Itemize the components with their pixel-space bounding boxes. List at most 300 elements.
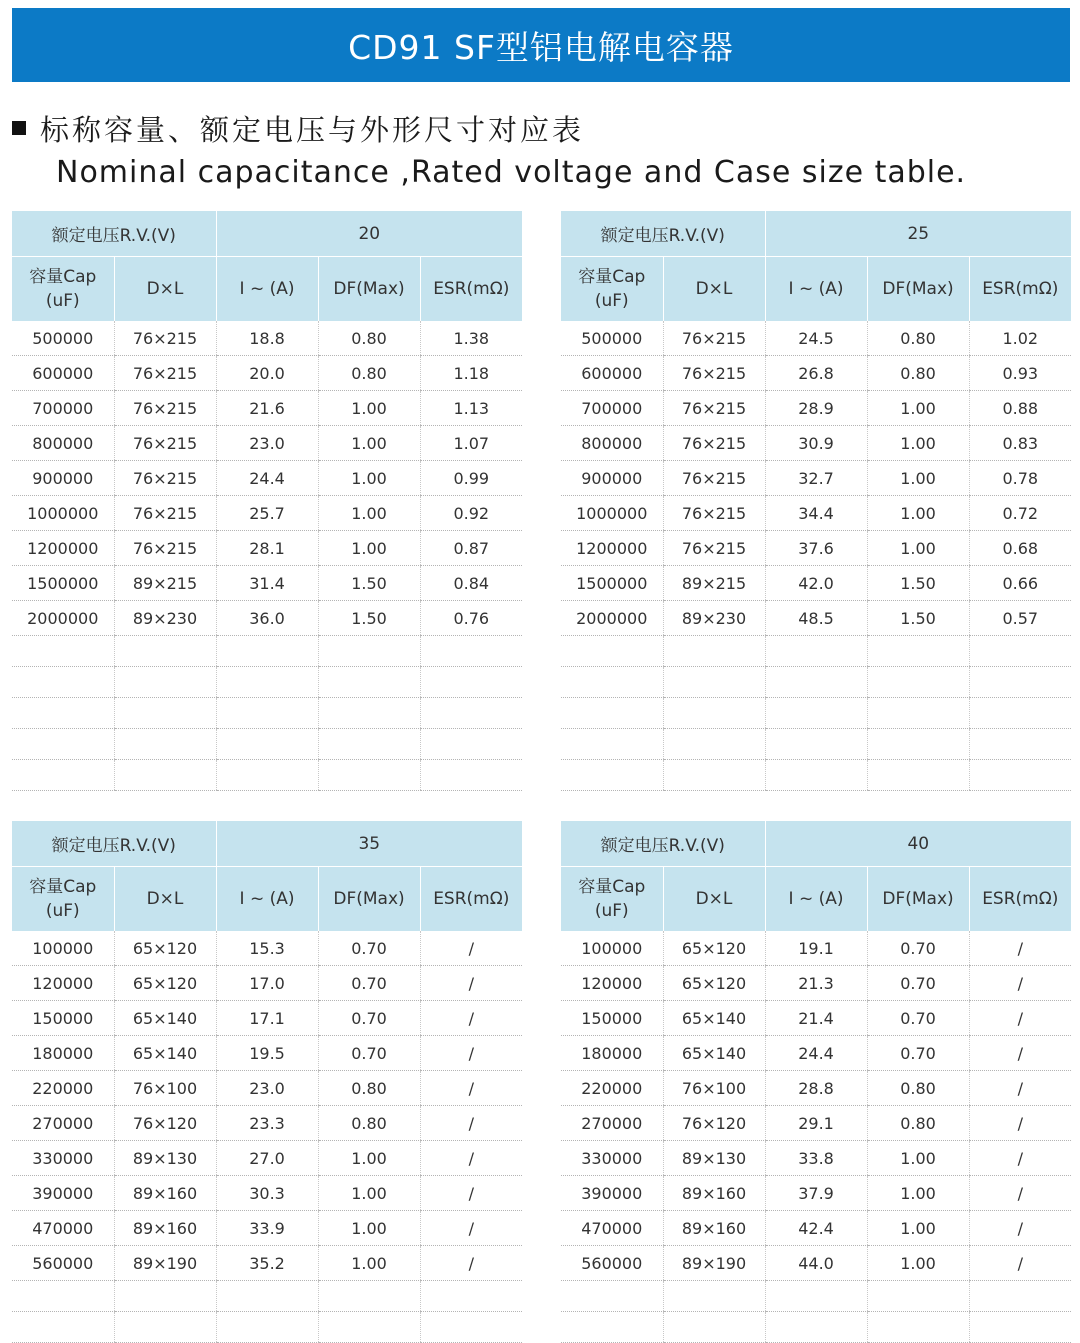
esr-column-header: ESR(mΩ) xyxy=(969,867,1071,932)
cap-cell: 100000 xyxy=(561,931,663,966)
empty-cell xyxy=(969,1281,1071,1312)
current-cell: 18.8 xyxy=(216,321,318,356)
df-cell: 1.00 xyxy=(318,1176,420,1211)
current-cell: 24.4 xyxy=(216,461,318,496)
cap-column-header xyxy=(12,257,114,322)
empty-cell xyxy=(216,1312,318,1343)
empty-cell xyxy=(969,760,1071,791)
current-cell: 28.9 xyxy=(765,391,867,426)
esr-cell: / xyxy=(420,1176,522,1211)
df-cell: 1.00 xyxy=(867,1211,969,1246)
dxl-cell: 89×230 xyxy=(663,601,765,636)
table-row xyxy=(561,931,1071,966)
dxl-cell: 89×190 xyxy=(663,1246,765,1281)
table-row xyxy=(561,321,1071,356)
empty-cell xyxy=(867,1312,969,1343)
rated-voltage-value: 35 xyxy=(216,821,522,867)
current-cell: 21.4 xyxy=(765,1001,867,1036)
dxl-cell: 76×215 xyxy=(114,461,216,496)
current-cell: 15.3 xyxy=(216,931,318,966)
cap-cell: 560000 xyxy=(12,1246,114,1281)
empty-cell xyxy=(12,698,114,729)
cap-cell: 600000 xyxy=(561,356,663,391)
df-cell: 0.70 xyxy=(867,931,969,966)
dxl-cell: 65×120 xyxy=(114,931,216,966)
dxl-cell: 65×140 xyxy=(663,1001,765,1036)
df-cell: 1.00 xyxy=(867,1246,969,1281)
table-row xyxy=(12,1106,522,1141)
dxl-cell: 89×130 xyxy=(114,1141,216,1176)
current-column-header: I ~ (A) xyxy=(216,257,318,322)
cap-cell: 180000 xyxy=(12,1036,114,1071)
esr-cell: / xyxy=(420,966,522,1001)
dxl-column-header: D×L xyxy=(663,257,765,322)
dxl-cell: 76×215 xyxy=(663,391,765,426)
table-row xyxy=(561,601,1071,636)
cap-cell: 600000 xyxy=(12,356,114,391)
voltage-header-row xyxy=(561,821,1071,867)
df-cell: 1.50 xyxy=(867,601,969,636)
rated-voltage-label: 额定电压R.V.(V) xyxy=(12,821,216,867)
empty-cell xyxy=(114,636,216,667)
cap-cell: 150000 xyxy=(561,1001,663,1036)
empty-cell xyxy=(561,760,663,791)
empty-row xyxy=(12,729,522,760)
current-cell: 30.3 xyxy=(216,1176,318,1211)
voltage-header-row xyxy=(12,821,522,867)
empty-cell xyxy=(561,1312,663,1343)
current-cell: 17.0 xyxy=(216,966,318,1001)
current-cell: 48.5 xyxy=(765,601,867,636)
current-cell: 21.6 xyxy=(216,391,318,426)
title-banner xyxy=(12,8,1070,82)
empty-cell xyxy=(114,729,216,760)
esr-cell: / xyxy=(420,1246,522,1281)
empty-cell xyxy=(420,636,522,667)
current-cell: 17.1 xyxy=(216,1001,318,1036)
column-header-row xyxy=(561,867,1071,932)
cap-cell: 330000 xyxy=(12,1141,114,1176)
empty-cell xyxy=(114,667,216,698)
empty-row xyxy=(12,667,522,698)
dxl-cell: 76×215 xyxy=(114,391,216,426)
esr-cell: / xyxy=(969,1036,1071,1071)
esr-cell: / xyxy=(420,1141,522,1176)
table-row xyxy=(12,931,522,966)
dxl-cell: 89×160 xyxy=(663,1176,765,1211)
empty-cell xyxy=(561,667,663,698)
cap-header-line2: (uF) xyxy=(594,901,629,921)
df-cell: 0.80 xyxy=(318,356,420,391)
table-row xyxy=(12,601,522,636)
empty-cell xyxy=(663,760,765,791)
esr-cell: / xyxy=(969,966,1071,1001)
table-row xyxy=(12,496,522,531)
current-cell: 23.3 xyxy=(216,1106,318,1141)
esr-cell: / xyxy=(420,1001,522,1036)
esr-cell: 0.78 xyxy=(969,461,1071,496)
esr-cell: 0.57 xyxy=(969,601,1071,636)
current-cell: 20.0 xyxy=(216,356,318,391)
empty-cell xyxy=(318,636,420,667)
empty-row xyxy=(12,1281,522,1312)
dxl-cell: 76×215 xyxy=(663,496,765,531)
cap-cell: 1200000 xyxy=(12,531,114,566)
cap-cell: 100000 xyxy=(12,931,114,966)
esr-cell: / xyxy=(969,1246,1071,1281)
cap-column-header xyxy=(561,257,663,322)
df-cell: 1.00 xyxy=(867,1176,969,1211)
esr-cell: / xyxy=(420,1106,522,1141)
current-cell: 35.2 xyxy=(216,1246,318,1281)
dxl-cell: 76×215 xyxy=(114,321,216,356)
current-cell: 31.4 xyxy=(216,566,318,601)
table-row xyxy=(12,1071,522,1106)
table-row xyxy=(561,1211,1071,1246)
empty-row xyxy=(12,1312,522,1343)
current-cell: 27.0 xyxy=(216,1141,318,1176)
current-cell: 34.4 xyxy=(765,496,867,531)
cap-cell: 120000 xyxy=(12,966,114,1001)
esr-cell: 1.38 xyxy=(420,321,522,356)
empty-cell xyxy=(663,636,765,667)
rated-voltage-label: 额定电压R.V.(V) xyxy=(561,211,765,257)
table-row xyxy=(561,426,1071,461)
dxl-cell: 65×120 xyxy=(114,966,216,1001)
current-cell: 32.7 xyxy=(765,461,867,496)
table-row xyxy=(12,321,522,356)
table-row xyxy=(12,461,522,496)
dxl-cell: 76×215 xyxy=(663,531,765,566)
voltage-table-25 xyxy=(561,211,1071,791)
empty-row xyxy=(12,698,522,729)
esr-cell: 0.83 xyxy=(969,426,1071,461)
cap-cell: 220000 xyxy=(561,1071,663,1106)
empty-cell xyxy=(765,1312,867,1343)
dxl-cell: 76×215 xyxy=(663,461,765,496)
cap-cell: 270000 xyxy=(12,1106,114,1141)
empty-cell xyxy=(216,636,318,667)
current-cell: 42.0 xyxy=(765,566,867,601)
esr-column-header: ESR(mΩ) xyxy=(420,867,522,932)
cap-cell: 390000 xyxy=(12,1176,114,1211)
cap-column-header xyxy=(12,867,114,932)
current-cell: 33.8 xyxy=(765,1141,867,1176)
dxl-cell: 76×215 xyxy=(114,426,216,461)
cap-cell: 1000000 xyxy=(12,496,114,531)
empty-cell xyxy=(765,636,867,667)
df-cell: 1.50 xyxy=(318,566,420,601)
empty-cell xyxy=(318,760,420,791)
table-row xyxy=(12,1141,522,1176)
df-cell: 0.70 xyxy=(318,966,420,1001)
empty-cell xyxy=(663,667,765,698)
square-bullet-icon xyxy=(12,121,26,135)
cap-cell: 270000 xyxy=(561,1106,663,1141)
empty-row xyxy=(561,698,1071,729)
table-row xyxy=(561,1106,1071,1141)
cap-cell: 330000 xyxy=(561,1141,663,1176)
empty-cell xyxy=(420,1312,522,1343)
dxl-cell: 89×190 xyxy=(114,1246,216,1281)
empty-row xyxy=(561,760,1071,791)
dxl-cell: 76×100 xyxy=(663,1071,765,1106)
dxl-cell: 89×160 xyxy=(663,1211,765,1246)
cap-header-line1: 容量Cap xyxy=(29,267,97,287)
column-header-row xyxy=(561,257,1071,322)
current-cell: 26.8 xyxy=(765,356,867,391)
df-cell: 1.00 xyxy=(867,531,969,566)
empty-cell xyxy=(318,1281,420,1312)
df-column-header: DF(Max) xyxy=(318,867,420,932)
empty-cell xyxy=(216,1281,318,1312)
empty-cell xyxy=(561,1281,663,1312)
cap-cell: 500000 xyxy=(561,321,663,356)
cap-cell: 1000000 xyxy=(561,496,663,531)
empty-row xyxy=(561,1312,1071,1343)
current-cell: 19.5 xyxy=(216,1036,318,1071)
esr-cell: / xyxy=(969,1001,1071,1036)
column-header-row xyxy=(12,867,522,932)
cap-cell: 800000 xyxy=(561,426,663,461)
empty-cell xyxy=(318,667,420,698)
cap-cell: 470000 xyxy=(12,1211,114,1246)
voltage-table-40 xyxy=(561,821,1071,1343)
esr-cell: 0.72 xyxy=(969,496,1071,531)
df-cell: 0.80 xyxy=(318,1106,420,1141)
voltage-header-row xyxy=(12,211,522,257)
voltage-table-20 xyxy=(12,211,522,791)
df-cell: 1.00 xyxy=(867,496,969,531)
table-row xyxy=(12,1001,522,1036)
cap-cell: 2000000 xyxy=(561,601,663,636)
df-cell: 0.70 xyxy=(318,1001,420,1036)
empty-cell xyxy=(216,729,318,760)
df-cell: 0.80 xyxy=(867,1071,969,1106)
current-cell: 21.3 xyxy=(765,966,867,1001)
cap-cell: 150000 xyxy=(12,1001,114,1036)
cap-header-line2: (uF) xyxy=(594,291,629,311)
empty-cell xyxy=(216,667,318,698)
current-cell: 44.0 xyxy=(765,1246,867,1281)
df-column-header: DF(Max) xyxy=(867,867,969,932)
empty-row xyxy=(561,667,1071,698)
df-cell: 0.80 xyxy=(867,321,969,356)
current-cell: 30.9 xyxy=(765,426,867,461)
empty-cell xyxy=(969,1312,1071,1343)
esr-cell: / xyxy=(969,1176,1071,1211)
esr-cell: / xyxy=(420,1071,522,1106)
dxl-cell: 65×140 xyxy=(114,1036,216,1071)
empty-cell xyxy=(12,729,114,760)
voltage-table-35 xyxy=(12,821,522,1343)
esr-cell: 0.88 xyxy=(969,391,1071,426)
esr-cell: 0.76 xyxy=(420,601,522,636)
df-cell: 0.80 xyxy=(318,1071,420,1106)
cap-cell: 900000 xyxy=(561,461,663,496)
current-cell: 24.5 xyxy=(765,321,867,356)
empty-row xyxy=(561,636,1071,667)
cap-cell: 2000000 xyxy=(12,601,114,636)
esr-cell: 0.84 xyxy=(420,566,522,601)
esr-column-header: ESR(mΩ) xyxy=(420,257,522,322)
current-cell: 19.1 xyxy=(765,931,867,966)
dxl-cell: 89×230 xyxy=(114,601,216,636)
empty-cell xyxy=(969,636,1071,667)
esr-cell: 1.02 xyxy=(969,321,1071,356)
cap-cell: 700000 xyxy=(12,391,114,426)
empty-cell xyxy=(867,636,969,667)
cap-cell: 1200000 xyxy=(561,531,663,566)
esr-cell: / xyxy=(969,1141,1071,1176)
esr-cell: / xyxy=(969,1211,1071,1246)
empty-cell xyxy=(663,1312,765,1343)
current-cell: 29.1 xyxy=(765,1106,867,1141)
dxl-column-header: D×L xyxy=(663,867,765,932)
df-column-header: DF(Max) xyxy=(318,257,420,322)
dxl-cell: 76×215 xyxy=(663,356,765,391)
cap-cell: 180000 xyxy=(561,1036,663,1071)
empty-cell xyxy=(867,698,969,729)
empty-cell xyxy=(663,698,765,729)
df-cell: 0.80 xyxy=(318,321,420,356)
current-cell: 36.0 xyxy=(216,601,318,636)
empty-cell xyxy=(561,698,663,729)
cap-cell: 470000 xyxy=(561,1211,663,1246)
cap-cell: 1500000 xyxy=(12,566,114,601)
dxl-cell: 65×140 xyxy=(663,1036,765,1071)
table-row xyxy=(12,356,522,391)
table-row xyxy=(12,966,522,1001)
table-row xyxy=(12,531,522,566)
esr-cell: / xyxy=(420,931,522,966)
empty-cell xyxy=(765,760,867,791)
empty-row xyxy=(561,729,1071,760)
table-row xyxy=(561,1071,1071,1106)
empty-cell xyxy=(765,667,867,698)
cap-cell: 120000 xyxy=(561,966,663,1001)
empty-cell xyxy=(318,729,420,760)
dxl-cell: 76×120 xyxy=(114,1106,216,1141)
table-row xyxy=(561,966,1071,1001)
esr-cell: 1.18 xyxy=(420,356,522,391)
esr-column-header: ESR(mΩ) xyxy=(969,257,1071,322)
banner-title: CD91 SF型铝电解电容器 xyxy=(348,27,734,67)
column-header-row xyxy=(12,257,522,322)
empty-cell xyxy=(114,1312,216,1343)
current-cell: 28.1 xyxy=(216,531,318,566)
df-cell: 1.00 xyxy=(318,391,420,426)
empty-cell xyxy=(867,729,969,760)
empty-cell xyxy=(114,698,216,729)
empty-cell xyxy=(318,698,420,729)
df-cell: 1.00 xyxy=(318,461,420,496)
current-cell: 23.0 xyxy=(216,1071,318,1106)
df-cell: 0.70 xyxy=(318,931,420,966)
empty-cell xyxy=(867,1281,969,1312)
cap-header-line1: 容量Cap xyxy=(578,267,646,287)
table-row xyxy=(12,391,522,426)
current-cell: 33.9 xyxy=(216,1211,318,1246)
empty-cell xyxy=(420,760,522,791)
empty-cell xyxy=(114,1281,216,1312)
empty-cell xyxy=(765,729,867,760)
empty-cell xyxy=(420,667,522,698)
cap-cell: 560000 xyxy=(561,1246,663,1281)
empty-cell xyxy=(969,667,1071,698)
df-cell: 1.00 xyxy=(318,531,420,566)
empty-cell xyxy=(114,760,216,791)
df-cell: 0.70 xyxy=(318,1036,420,1071)
table-row xyxy=(561,1176,1071,1211)
current-cell: 25.7 xyxy=(216,496,318,531)
cap-header-line2: (uF) xyxy=(45,291,80,311)
dxl-cell: 76×215 xyxy=(663,321,765,356)
section-heading xyxy=(12,106,584,150)
empty-cell xyxy=(318,1312,420,1343)
df-cell: 1.00 xyxy=(318,426,420,461)
df-cell: 0.80 xyxy=(867,1106,969,1141)
empty-cell xyxy=(420,729,522,760)
dxl-cell: 65×120 xyxy=(663,966,765,1001)
df-cell: 1.00 xyxy=(318,1211,420,1246)
section-heading-en: Nominal capacitance ,Rated voltage and Case size table. xyxy=(56,154,967,190)
current-cell: 37.9 xyxy=(765,1176,867,1211)
df-cell: 1.50 xyxy=(867,566,969,601)
dxl-cell: 89×215 xyxy=(663,566,765,601)
empty-cell xyxy=(663,1281,765,1312)
df-cell: 1.00 xyxy=(318,1141,420,1176)
table-row xyxy=(561,531,1071,566)
esr-cell: 0.87 xyxy=(420,531,522,566)
empty-cell xyxy=(12,636,114,667)
dxl-cell: 89×130 xyxy=(663,1141,765,1176)
cap-cell: 220000 xyxy=(12,1071,114,1106)
cap-cell: 800000 xyxy=(12,426,114,461)
df-cell: 1.00 xyxy=(867,391,969,426)
empty-cell xyxy=(765,698,867,729)
empty-cell xyxy=(867,760,969,791)
df-cell: 1.00 xyxy=(867,1141,969,1176)
table-row xyxy=(12,1246,522,1281)
empty-cell xyxy=(420,698,522,729)
rated-voltage-value: 40 xyxy=(765,821,1071,867)
current-cell: 23.0 xyxy=(216,426,318,461)
esr-cell: 0.68 xyxy=(969,531,1071,566)
rated-voltage-label: 额定电压R.V.(V) xyxy=(12,211,216,257)
current-column-header: I ~ (A) xyxy=(216,867,318,932)
empty-cell xyxy=(12,1312,114,1343)
table-row xyxy=(561,496,1071,531)
cap-cell: 700000 xyxy=(561,391,663,426)
dxl-cell: 89×160 xyxy=(114,1176,216,1211)
table-row xyxy=(12,426,522,461)
current-column-header: I ~ (A) xyxy=(765,257,867,322)
dxl-cell: 76×215 xyxy=(114,531,216,566)
esr-cell: 0.66 xyxy=(969,566,1071,601)
dxl-cell: 65×140 xyxy=(114,1001,216,1036)
df-cell: 1.00 xyxy=(867,461,969,496)
esr-cell: / xyxy=(420,1211,522,1246)
dxl-cell: 76×215 xyxy=(663,426,765,461)
esr-cell: / xyxy=(969,1071,1071,1106)
df-cell: 0.70 xyxy=(867,1036,969,1071)
cap-cell: 500000 xyxy=(12,321,114,356)
empty-cell xyxy=(12,1281,114,1312)
dxl-cell: 89×160 xyxy=(114,1211,216,1246)
empty-row xyxy=(12,636,522,667)
empty-cell xyxy=(420,1281,522,1312)
